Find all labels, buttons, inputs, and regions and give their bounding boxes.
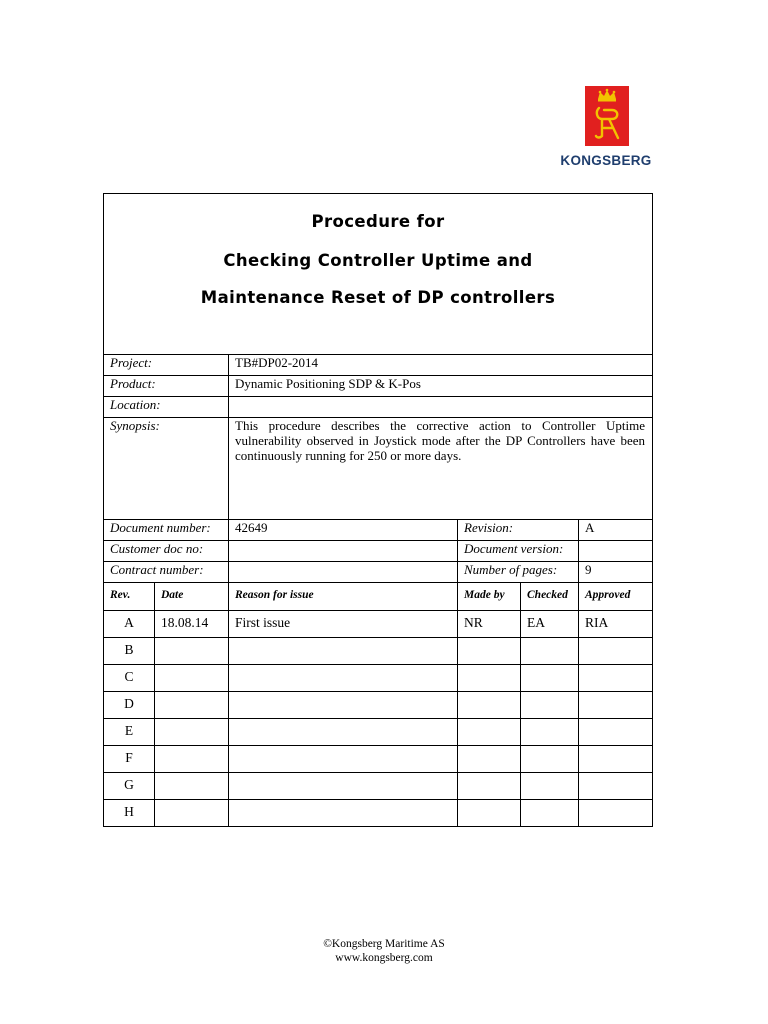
document-version-label: Document version: (458, 541, 579, 562)
revision-table-header (104, 583, 653, 611)
made-by-cell (458, 665, 521, 692)
reason-header: Reason for issue (229, 583, 458, 611)
rev-cell: G (104, 773, 155, 800)
date-cell (155, 638, 229, 665)
approved-cell (579, 638, 653, 665)
approved-cell: RIA (579, 611, 653, 638)
rev-cell: H (104, 800, 155, 827)
customer-doc-value (229, 541, 458, 562)
checked-cell (521, 692, 579, 719)
rev-cell: D (104, 692, 155, 719)
reason-cell (229, 665, 458, 692)
revision-label: Revision: (458, 520, 579, 541)
kongsberg-crown-emblem-icon (585, 86, 629, 146)
title-line-1: Procedure for (311, 212, 445, 231)
checked-cell: EA (521, 611, 579, 638)
product-label: Product: (104, 376, 229, 397)
reason-cell (229, 719, 458, 746)
contract-number-label: Contract number: (104, 562, 229, 583)
revision-row (104, 611, 653, 638)
synopsis-label: Synopsis: (104, 418, 229, 520)
date-cell (155, 773, 229, 800)
project-label: Project: (104, 355, 229, 376)
document-version-value (579, 541, 653, 562)
logo-wordmark: KONGSBERG (560, 153, 652, 168)
made-by-cell (458, 719, 521, 746)
date-cell (155, 800, 229, 827)
approved-cell (579, 773, 653, 800)
date-cell (155, 692, 229, 719)
synopsis-text: This procedure describes the corrective action to Controller Uptime vulnerability observed in Joystick mode after the DP Controllers have been continuously running for 250 or more days. (229, 418, 653, 520)
made-by-cell: NR (458, 611, 521, 638)
revision-row (104, 719, 653, 746)
location-label: Location: (104, 397, 229, 418)
date-header: Date (155, 583, 229, 611)
checked-cell (521, 800, 579, 827)
title-block (104, 194, 653, 355)
customer-doc-label: Customer doc no: (104, 541, 229, 562)
website-link[interactable]: www.kongsberg.com (335, 952, 433, 964)
revision-row (104, 746, 653, 773)
reason-cell (229, 692, 458, 719)
revision-value: A (579, 520, 653, 541)
date-cell: 18.08.14 (155, 611, 229, 638)
approved-cell (579, 719, 653, 746)
reason-cell (229, 746, 458, 773)
rev-cell: B (104, 638, 155, 665)
date-cell (155, 719, 229, 746)
title-line-2: Checking Controller Uptime and (223, 251, 533, 270)
kongsberg-logo (548, 86, 658, 176)
reason-cell (229, 773, 458, 800)
revision-row (104, 665, 653, 692)
document-number-value: 42649 (229, 520, 458, 541)
copyright-text: ©Kongsberg Maritime AS (323, 938, 445, 950)
rev-header: Rev. (104, 583, 155, 611)
rev-cell: E (104, 719, 155, 746)
made-by-header: Made by (458, 583, 521, 611)
checked-header: Checked (521, 583, 579, 611)
revision-row (104, 800, 653, 827)
revision-row (104, 692, 653, 719)
checked-cell (521, 638, 579, 665)
checked-cell (521, 665, 579, 692)
project-value: TB#DP02-2014 (229, 355, 653, 376)
made-by-cell (458, 692, 521, 719)
number-of-pages-value: 9 (579, 562, 653, 583)
approved-cell (579, 746, 653, 773)
revision-row (104, 638, 653, 665)
checked-cell (521, 719, 579, 746)
page-footer (0, 937, 768, 965)
approved-cell (579, 800, 653, 827)
made-by-cell (458, 746, 521, 773)
checked-cell (521, 746, 579, 773)
document-number-label: Document number: (104, 520, 229, 541)
contract-number-value (229, 562, 458, 583)
rev-cell: F (104, 746, 155, 773)
approved-cell (579, 692, 653, 719)
checked-cell (521, 773, 579, 800)
revision-row (104, 773, 653, 800)
location-value (229, 397, 653, 418)
made-by-cell (458, 773, 521, 800)
made-by-cell (458, 800, 521, 827)
product-value: Dynamic Positioning SDP & K-Pos (229, 376, 653, 397)
title-line-3: Maintenance Reset of DP controllers (200, 288, 556, 307)
reason-cell: First issue (229, 611, 458, 638)
date-cell (155, 746, 229, 773)
number-of-pages-label: Number of pages: (458, 562, 579, 583)
approved-header: Approved (579, 583, 653, 611)
made-by-cell (458, 638, 521, 665)
rev-cell: A (104, 611, 155, 638)
approved-cell (579, 665, 653, 692)
date-cell (155, 665, 229, 692)
reason-cell (229, 638, 458, 665)
document-cover-table (103, 193, 653, 827)
rev-cell: C (104, 665, 155, 692)
reason-cell (229, 800, 458, 827)
